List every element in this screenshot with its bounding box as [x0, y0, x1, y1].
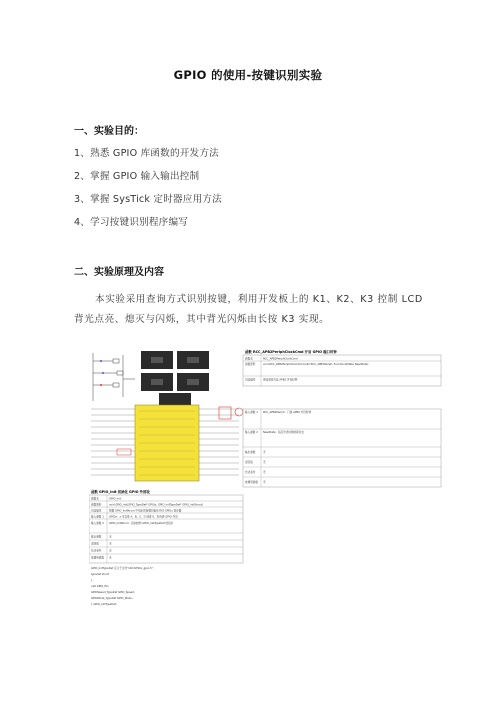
rcc-function-table — [243, 349, 441, 386]
table-cell: 返回值 — [245, 461, 253, 464]
section2-paragraph: 本实验采用查询方式识别按键，利用开发板上的 K1、K2、K3 控制 LCD 背光点亮、熄灭与闪烁，其中背光闪烁由长按 K3 实现。 — [74, 294, 423, 325]
table-top-title: 函数 RCC_APB2PeriphClockCmd 开启 GPIO 端口时钟 — [245, 350, 337, 354]
table-cell: 无 — [109, 549, 112, 553]
key-images — [141, 351, 209, 405]
table-cell: 无 — [263, 481, 266, 484]
list-item: 4、学习按键识别程序编写 — [74, 217, 189, 228]
list-item: 2、掌握 GPIO 输入输出控制 — [74, 171, 200, 182]
code-line: { — [91, 579, 93, 582]
code-line: } GPIO_InitTypeDef; — [91, 603, 117, 606]
key-circuit-schematic — [93, 353, 135, 401]
gpio-init-table — [89, 489, 243, 563]
table-cell: 无 — [109, 556, 112, 560]
gpio-struct-code — [91, 566, 156, 606]
table-cell: 输入参数 2 — [245, 431, 258, 434]
table-cell: 函数原形 — [245, 363, 256, 366]
table-cell: 功能描述 — [245, 378, 256, 382]
table-cell: 输出参数 — [245, 451, 256, 454]
section2-heading: 二、实验原理及内容 — [74, 267, 164, 278]
document-title: GPIO 的使用-按键识别实验 — [173, 68, 323, 82]
experiment-figure — [89, 349, 444, 621]
table-cell: 先决条件 — [245, 471, 256, 474]
mcu-schematic — [91, 405, 243, 481]
table-cell: 被调用函数 — [91, 556, 104, 560]
table-cell: 无 — [263, 451, 266, 454]
table-cell: 返回值 — [91, 542, 99, 546]
table-cell: 先决条件 — [91, 549, 102, 553]
table-cell: 根据 GPIO_InitStruct 中指定的参数初始化外设 GPIOx 寄存器 — [109, 509, 182, 513]
table-cell: 使能或者失能 APB2 外设时钟 — [263, 378, 298, 382]
table-cell: RCC_APB2Periph：门控 APB2 外设时钟 — [263, 411, 312, 414]
table-cell: 输入参数 1 — [91, 515, 104, 519]
code-line: GPIOSpeed_TypeDef GPIO_Speed; — [91, 591, 135, 594]
table-cell: 输入参数 1 — [245, 411, 258, 414]
table-cell: void RCC_APB2PeriphClockCmd(u32 RCC_APB2Periph, FunctionalState NewState) — [263, 363, 369, 366]
table-cell: 无 — [263, 461, 266, 464]
table-cell: 被调用函数 — [245, 481, 258, 484]
table-cell: 无 — [109, 535, 112, 539]
code-line: typedef struct — [91, 573, 110, 576]
table-cell: 函数原形 — [91, 503, 102, 507]
list-item: 3、掌握 SysTick 定时器应用方法 — [74, 194, 222, 205]
table-cell: 函数名 — [91, 497, 99, 501]
code-line: GPIO_InitTypeDef 定义于文件“stm32f10x_gpio.h”： — [91, 567, 156, 570]
table-left-title: 函数 GPIO_Init 初始化 GPIO 外部设 — [91, 490, 150, 494]
table-cell: void GPIO_Init(GPIO_TypeDef* GPIOx, GPIO_InitTypeDef* GPIO_InitStruct) — [109, 503, 204, 507]
table-cell: RCC_APB2PeriphClockCmd — [263, 357, 298, 361]
section1-heading: 一、实验目的： — [74, 126, 144, 137]
table-cell: 无 — [263, 471, 266, 474]
code-line: GPIOMode_TypeDef GPIO_Mode; — [91, 597, 133, 600]
table-cell: 功能描述 — [91, 509, 102, 513]
table-cell: 函数名 — [245, 357, 253, 361]
table-cell: 输出参数 — [91, 535, 102, 539]
code-line: u16 GPIO_Pin; — [91, 585, 110, 588]
table-cell: 无 — [109, 542, 112, 546]
table-cell: GPIO_InitStruct：指向结构 GPIO_InitTypeDef 的指针 — [109, 522, 174, 525]
table-cell: 输入参数 2 — [91, 522, 104, 525]
rcc-parameter-table — [243, 409, 441, 487]
table-cell: GPIO_Init — [109, 497, 121, 501]
table-cell: GPIOx：x 可以是 A，B，C，D 或者 E，来选择 GPIO 外设 — [109, 515, 178, 519]
list-item: 1、熟悉 GPIO 库函数的开发方法 — [74, 148, 219, 159]
table-cell: NewState：指定外设时钟的新状态 — [263, 431, 305, 434]
